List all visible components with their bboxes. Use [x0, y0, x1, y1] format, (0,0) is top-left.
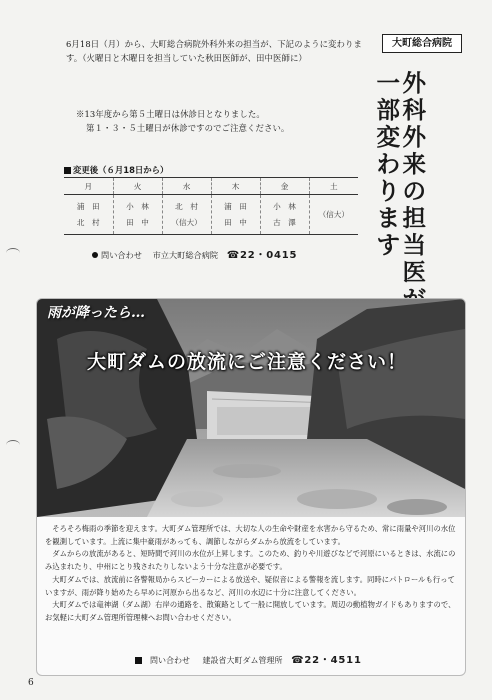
schedule-cell: 小 林 古 澤 — [260, 195, 309, 235]
page-number: 6 — [28, 678, 34, 688]
square-bullet-icon — [135, 657, 142, 664]
binder-hole-mark — [6, 248, 20, 258]
hospital-name-tag: 大町総合病院 — [382, 34, 462, 53]
dam-notice-body — [45, 523, 457, 625]
dam-phone: ☎22・4511 — [291, 655, 362, 666]
square-bullet-icon — [64, 167, 71, 174]
dam-main-heading: 大町ダムの放流にご注意ください！ — [87, 351, 408, 373]
day-header: 火 — [113, 178, 162, 195]
day-header: 金 — [260, 178, 309, 195]
title-column-2: 一部変わります — [376, 69, 400, 259]
schedule-cell: 浦 田 北 村 — [64, 195, 113, 235]
schedule-doctor-row — [64, 195, 358, 235]
schedule-header-row — [64, 178, 358, 195]
day-header: 木 — [211, 178, 260, 195]
day-header: 水 — [162, 178, 211, 195]
schedule-cell: 浦 田 田 中 — [211, 195, 260, 235]
dam-paragraph: そろそろ梅雨の季節を迎えます。大町ダム管理所では、大切な人の生命や財産を水害から守るため、常に雨量や河川の水位を観測しています。上流に集中豪雨があっても、調節しながらダムから放流をしています。 — [45, 524, 456, 546]
title-column-1: 外科外来の担当医 — [402, 69, 426, 286]
schedule-cell: 北 村 （信大） — [162, 195, 211, 235]
saturday-notice-line2: 第１・３・５土曜日が休診ですのでご注意ください。 — [86, 122, 290, 133]
dam-photo — [37, 299, 465, 517]
rain-heading: 雨が降ったら… — [47, 305, 145, 321]
schedule-title: 変更後（６月18日から） — [64, 164, 168, 176]
bullet-icon — [92, 252, 98, 258]
dam-paragraph: 大町ダムでは、放流前に各警報局からスピーカーによる放送や、疑似音による警報を流します。同時にパトロールも行っていますが、雨が降り始めたら早めに河原から出るなど、河川の水辺に十分に注意してください。 — [45, 574, 455, 597]
dam-notice-box — [36, 298, 466, 676]
dam-paragraph: 大町ダムでは竜神湖（ダム湖）右岸の通路を、散策路として一般に開放しています。周辺の動植物ガイドもありますので、お気軽に大町ダム管理所管理棟へお問い合わせください。 — [45, 600, 456, 622]
dam-paragraph: ダムからの放流があると、短時間で河川の水位が上昇します。このため、釣りや川遊びなどで河原にいるときは、水流にのみ込まれたり、中州にとり残されたりしないよう十分な注意が必要です。 — [45, 549, 456, 572]
day-header: 土 — [309, 178, 358, 195]
binder-hole-mark — [6, 440, 20, 450]
hospital-contact: 問い合わせ 市立大町総合病院 ☎22・0415 — [92, 246, 297, 261]
schedule-cell: 小 林 田 中 — [113, 195, 162, 235]
schedule-cell: （信大） — [309, 195, 358, 235]
saturday-notice — [76, 108, 366, 135]
dam-contact: 問い合わせ 建設省大町ダム管理所 ☎22・4511 — [135, 651, 362, 666]
day-header: 月 — [64, 178, 113, 195]
hospital-notice-paragraph: 6月18日（月）から、大町総合病院外科外来の担当が、下記のように変わります。（火曜日と木曜日を担当していた秋田医師が、田中医師に） — [66, 39, 362, 63]
saturday-notice-line1: ※13年度から第５土曜日は休診日となりました。 — [76, 109, 265, 119]
hospital-phone: ☎22・0415 — [226, 250, 298, 261]
schedule-table — [64, 177, 358, 235]
